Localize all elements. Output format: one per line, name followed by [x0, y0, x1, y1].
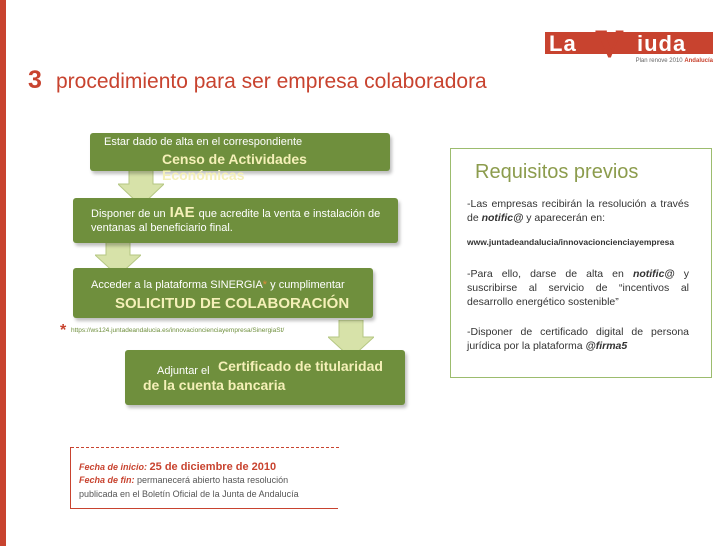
step2-line2: ventanas al beneficiario final.: [91, 222, 233, 234]
dates-divider: [71, 447, 339, 448]
logo-v: V: [595, 21, 624, 66]
req3-b: @firma5: [585, 340, 628, 353]
step3-line1-end: y cumplimentar: [267, 279, 345, 291]
step2-suffix: que acredite la venta e instalación de: [198, 208, 381, 220]
page-title: procedimiento para ser empresa colaboradora: [56, 70, 487, 93]
step1-highlight: Censo de Actividades Económicas: [162, 151, 307, 183]
logo-sub-prefix: Plan renove 2010: [635, 58, 683, 64]
step2-prefix: Disponer de un: [91, 208, 166, 220]
step3-text: [91, 279, 345, 291]
left-accent-bar: [0, 0, 6, 546]
logo-subtitle: [636, 58, 713, 64]
step-censo: [90, 133, 390, 183]
logo-sub-region: Andalucía: [684, 58, 713, 64]
step4-prefix: Adjuntar el: [157, 365, 210, 377]
step1-text: Estar dado de alta en el correspondiente: [104, 136, 303, 148]
start-date-row: [79, 461, 276, 473]
end-date-row: [79, 475, 288, 485]
dates-box: [70, 447, 338, 509]
req3-a: -Disponer de certificado digital de persona jurídica por la plataforma: [467, 326, 689, 353]
step3-line1: Acceder a la plataforma SINERGIA: [91, 279, 263, 291]
req1-a: -Las empresas recibirán la resolución a través de: [467, 198, 689, 225]
requirements-title: Requisitos previos: [475, 161, 639, 183]
step-iae: [73, 198, 398, 243]
req2-b: notific@: [632, 268, 675, 280]
section-number: 3: [28, 66, 42, 94]
requirement-2: [467, 267, 689, 310]
step-certificado: [125, 350, 405, 405]
req2-c: y suscribirse al servicio de “incentivos al desarrollo energético sostenible”: [467, 268, 689, 309]
logo-iuda: iuda: [637, 31, 687, 56]
requirement-url: www.juntadeandalucia/innovacioncienciayempresa: [467, 237, 675, 247]
start-date-label: Fecha de inicio:: [79, 462, 148, 472]
step4-highlight1: Certificado de titularidad: [218, 358, 383, 374]
step3-highlight: SOLICITUD DE COLABORACIÓN: [115, 295, 350, 312]
footnote-asterisk: *: [60, 322, 67, 339]
step3-asterisk: *: [262, 279, 268, 291]
sinergia-link[interactable]: https://ws124.juntadeandalucia.es/innovacioncienciayempresa/SinergiaSt/: [71, 327, 285, 334]
end-date-label: Fecha de fin:: [79, 475, 135, 485]
start-date-value: 25 de diciembre de 2010: [149, 461, 277, 473]
logo-la: La: [549, 31, 577, 56]
step2-line1: [91, 204, 380, 221]
requirements-box: [450, 148, 712, 378]
req2-a: -Para ello, darse de alta en: [467, 268, 633, 280]
req1-c: y aparecerán en:: [523, 212, 606, 225]
end-date-line2: publicada en el Boletín Oficial de la Junta de Andalucía: [79, 489, 299, 499]
step-sinergia: [73, 268, 373, 318]
step2-highlight: IAE: [169, 204, 195, 221]
req1-b: notific@: [481, 212, 524, 225]
laviuda-logo: [545, 21, 715, 70]
step4-highlight2: de la cuenta bancaria: [143, 377, 286, 393]
end-date-value: permanecerá abierto hasta resolución: [137, 475, 289, 485]
requirement-3: [467, 325, 689, 353]
requirement-1: [467, 197, 689, 225]
